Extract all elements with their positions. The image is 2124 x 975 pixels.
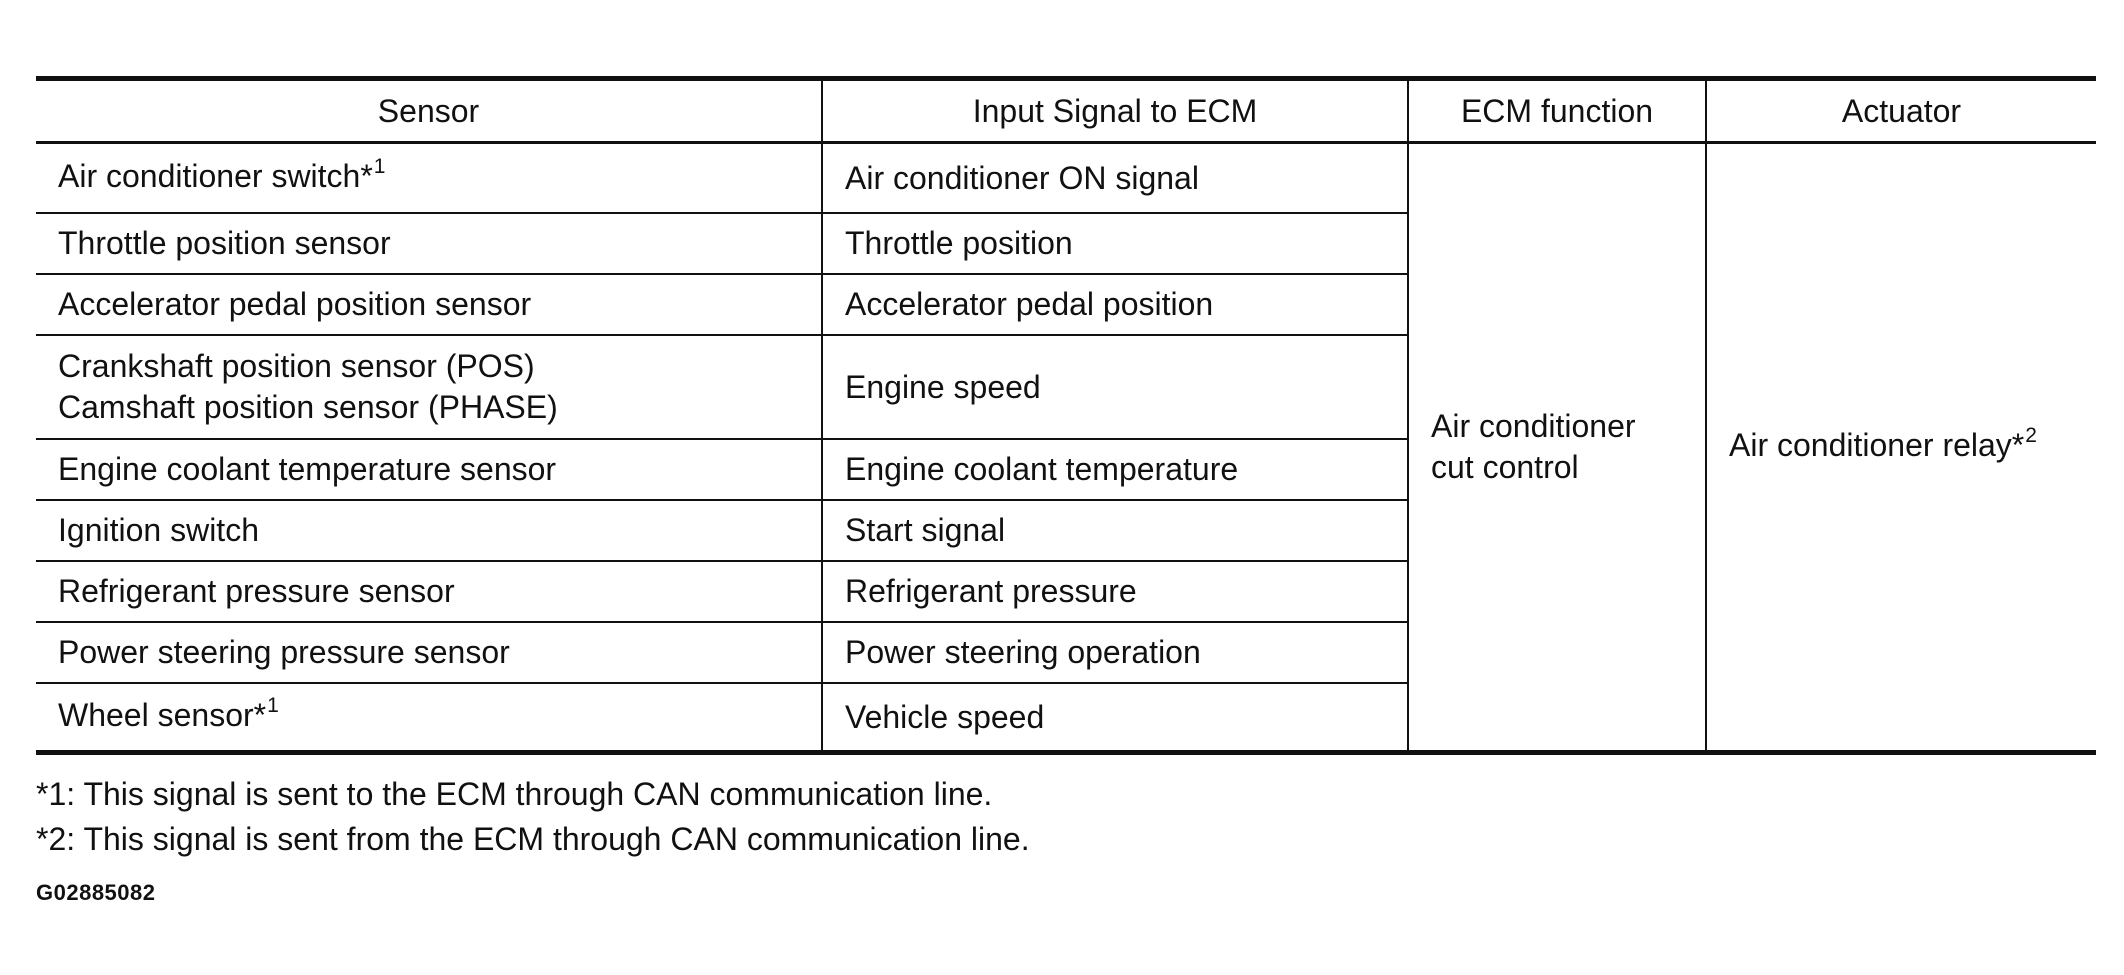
sensor-cell: [36, 143, 822, 214]
sensor-name: Air conditioner switch*: [58, 157, 373, 194]
signal-cell: Accelerator pedal position: [822, 274, 1408, 335]
header-ecm-function: ECM function: [1408, 79, 1706, 143]
sensor-cell: Refrigerant pressure sensor: [36, 561, 822, 622]
header-sensor: Sensor: [36, 79, 822, 143]
ecm-function-line: Air conditioner: [1431, 408, 1636, 444]
actuator-name: Air conditioner relay*: [1729, 426, 2025, 463]
sensor-cell: Accelerator pedal position sensor: [36, 274, 822, 335]
footnotes: [36, 772, 1030, 862]
footnote: *1: This signal is sent to the ECM through CAN communication line.: [36, 776, 993, 812]
sensor-name-line: Camshaft position sensor (PHASE): [58, 389, 558, 425]
ecm-function-line: cut control: [1431, 449, 1579, 485]
footnote-marker: 2: [2025, 423, 2037, 447]
signal-cell: Vehicle speed: [822, 683, 1408, 753]
ecm-function-cell: [1408, 143, 1706, 753]
sensor-cell: [36, 335, 822, 439]
signal-cell: Engine coolant temperature: [822, 439, 1408, 500]
sensor-cell: Ignition switch: [36, 500, 822, 561]
signal-cell: Refrigerant pressure: [822, 561, 1408, 622]
footnote: *2: This signal is sent from the ECM through CAN communication line.: [36, 821, 1030, 857]
signal-cell: Air conditioner ON signal: [822, 143, 1408, 214]
footnote-marker: 1: [373, 154, 386, 178]
sensor-cell: [36, 683, 822, 753]
sensor-signal-table: [36, 76, 2096, 755]
sensor-cell: Engine coolant temperature sensor: [36, 439, 822, 500]
sensor-name: Wheel sensor*: [58, 696, 267, 733]
signal-cell: Start signal: [822, 500, 1408, 561]
table-row: [36, 143, 2096, 214]
signal-cell: Engine speed: [822, 335, 1408, 439]
figure-code: G02885082: [36, 880, 156, 905]
table-header-row: [36, 79, 2096, 143]
sensor-cell: Power steering pressure sensor: [36, 622, 822, 683]
footnote-marker: 1: [267, 693, 279, 717]
header-actuator: Actuator: [1706, 79, 2096, 143]
sensor-cell: Throttle position sensor: [36, 213, 822, 274]
sensor-name-line: Crankshaft position sensor (POS): [58, 348, 535, 384]
signal-cell: Throttle position: [822, 213, 1408, 274]
signal-cell: Power steering operation: [822, 622, 1408, 683]
actuator-cell: [1706, 143, 2096, 753]
header-input-signal: Input Signal to ECM: [822, 79, 1408, 143]
